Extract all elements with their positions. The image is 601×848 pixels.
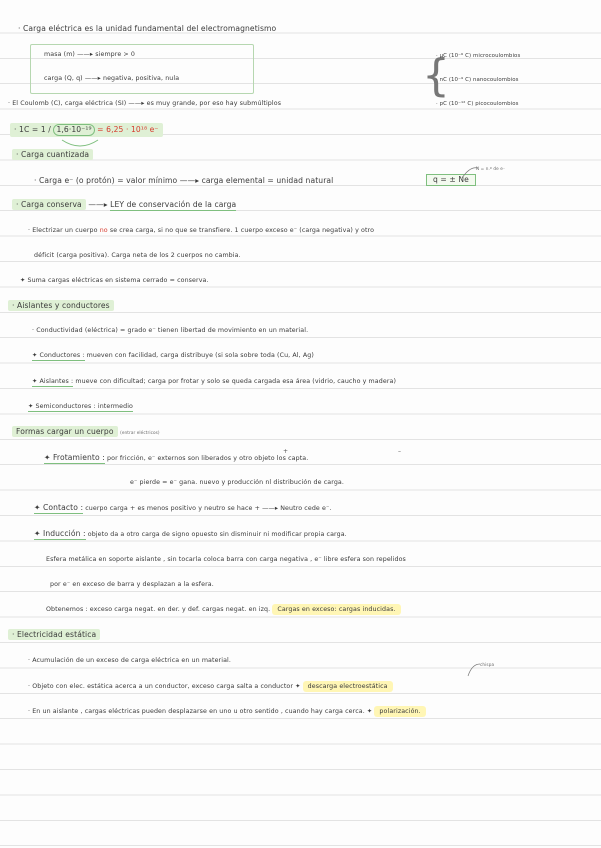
frotamiento-label: ✦ Frotamiento : (44, 453, 105, 462)
conductores-text: mueven con facilidad, carga distribuye (si sola sobre toda (Cu, Al, Ag) (84, 352, 314, 359)
underline-curve (62, 140, 98, 146)
aislantes-text: mueve con dificultad; carga por frotar y solo se queda cargada esa área (vidrio, caucho y madera) (73, 378, 397, 385)
por-e-line: por e⁻ en exceso de barra y desplazan a la esfera. (50, 581, 214, 588)
induccion-text: objeto da a otro carga de signo opuesto sin disminuir ni modificar propia carga. (85, 531, 347, 538)
minus-sign: – (398, 448, 401, 455)
submultiples-brace: { (422, 50, 450, 101)
obtenemos-highlight: Cargas en exceso: cargas inducidas. (272, 604, 400, 615)
cuantizada-line: · Carga e⁻ (o protón) = valor mínimo ——▸ carga elemental = unidad natural (34, 176, 334, 185)
electrizar-text-b: se crea carga, si no que se transfiere. 1 cuerpo exceso e⁻ (carga negativa) y otro (107, 227, 375, 234)
conductores-label: ✦ Conductores : (32, 352, 85, 359)
conductividad-line: · Conductividad (eléctrica) = grado e⁻ tienen libertad de movimiento en un material. (32, 327, 309, 334)
heading-conserva-text: · Carga conserva (12, 199, 86, 210)
induccion-label: ✦ Inducción : (34, 529, 86, 538)
q-equation-box: q = ± Ne (426, 174, 476, 186)
q-note: N = n.º de e⁻ (476, 166, 506, 171)
polarizacion-highlight: polarización. (374, 706, 425, 717)
carga-line: carga (Q, q) ——▸ negativa, positiva, nula (44, 75, 180, 82)
deficit-line: déficit (carga positiva). Carga neta de los 2 cuerpos no cambia. (34, 252, 241, 259)
conserva-arrow: ——▸ (88, 200, 111, 209)
coulomb-line: · El Coulomb (C), carga eléctrica (SI) ——▸ es muy grande, por eso hay submúltiplos (8, 100, 282, 107)
masa-line: masa (m) ——▸ siempre > 0 (44, 51, 135, 58)
electrizar-text-a: · Electrizar un cuerpo (28, 227, 100, 234)
chispa-note: chispa (480, 662, 495, 667)
objeto-text: · Objeto con elec. estática acerca a un conductor, exceso carga salta a conductor ✦ (28, 683, 301, 690)
contacto-label: ✦ Contacto : (34, 503, 84, 512)
pico-line: · pC (10⁻¹² C) picocoulombios (436, 101, 519, 107)
obtenemos-text: Obtenemos : exceso carga negat. en der. y def. cargas negat. en izq. (46, 606, 271, 613)
acumulacion-line: · Acumulación de un exceso de carga eléctrica en un material. (28, 657, 231, 664)
chispa-pointer (468, 664, 480, 676)
heading-cuantizada-text: · Carga cuantizada (12, 149, 93, 160)
contacto-text: cuerpo carga + es menos positivo y neutro se hace + ——▸ Neutro cede e⁻. (83, 505, 332, 512)
aislantes-label: ✦ Aislantes : (32, 378, 74, 385)
semiconductores-text: ✦ Semiconductores : intermedio (28, 403, 134, 410)
frotamiento-text: por fricción, e⁻ externos son liberados y otro objeto los capta. (104, 455, 309, 462)
esfera-line: Esfera metálica en soporte aislante , sin tocarla coloca barra con carga negativa , e⁻ libre esfera son repelidos (46, 556, 406, 563)
heading-formas-text: Formas cargar un cuerpo (12, 426, 118, 437)
micro-line: · μC (10⁻⁶ C) microcoulombios (436, 53, 521, 59)
q-note-pointer (462, 168, 478, 178)
formas-note: (entrar eléctricos) (120, 430, 160, 435)
conservation-law: LEY de conservación de la carga (110, 200, 237, 209)
formula-denominator: 1,6·10⁻¹⁹ (53, 124, 94, 136)
electrizar-no: no (99, 227, 108, 234)
pierde-line: e⁻ pierde = e⁻ gana. nuevo y producción nl distribución de carga. (130, 479, 344, 486)
formula-result: = 6,25 · 10¹⁸ e⁻ (97, 125, 159, 134)
aislante-text: · En un aislante , cargas eléctricas pueden desplazarse en uno u otro sentido , cuando hay carga cerca. ✦ (28, 708, 373, 715)
heading-aislantes-text: · Aislantes y conductores (8, 300, 114, 311)
suma-line: ✦ Suma cargas eléctricas en sistema cerrado = conserva. (20, 277, 209, 284)
intro-line: · Carga eléctrica es la unidad fundamental del electromagnetismo (18, 24, 277, 33)
heading-estatica-text: · Electricidad estática (8, 629, 100, 640)
nano-line: · nC (10⁻⁹ C) nanocoulombios (436, 77, 519, 83)
plus-sign: + (283, 448, 289, 455)
descarga-highlight: descarga electroestática (303, 681, 393, 692)
formula-left: · 1C = 1 / (14, 125, 51, 134)
